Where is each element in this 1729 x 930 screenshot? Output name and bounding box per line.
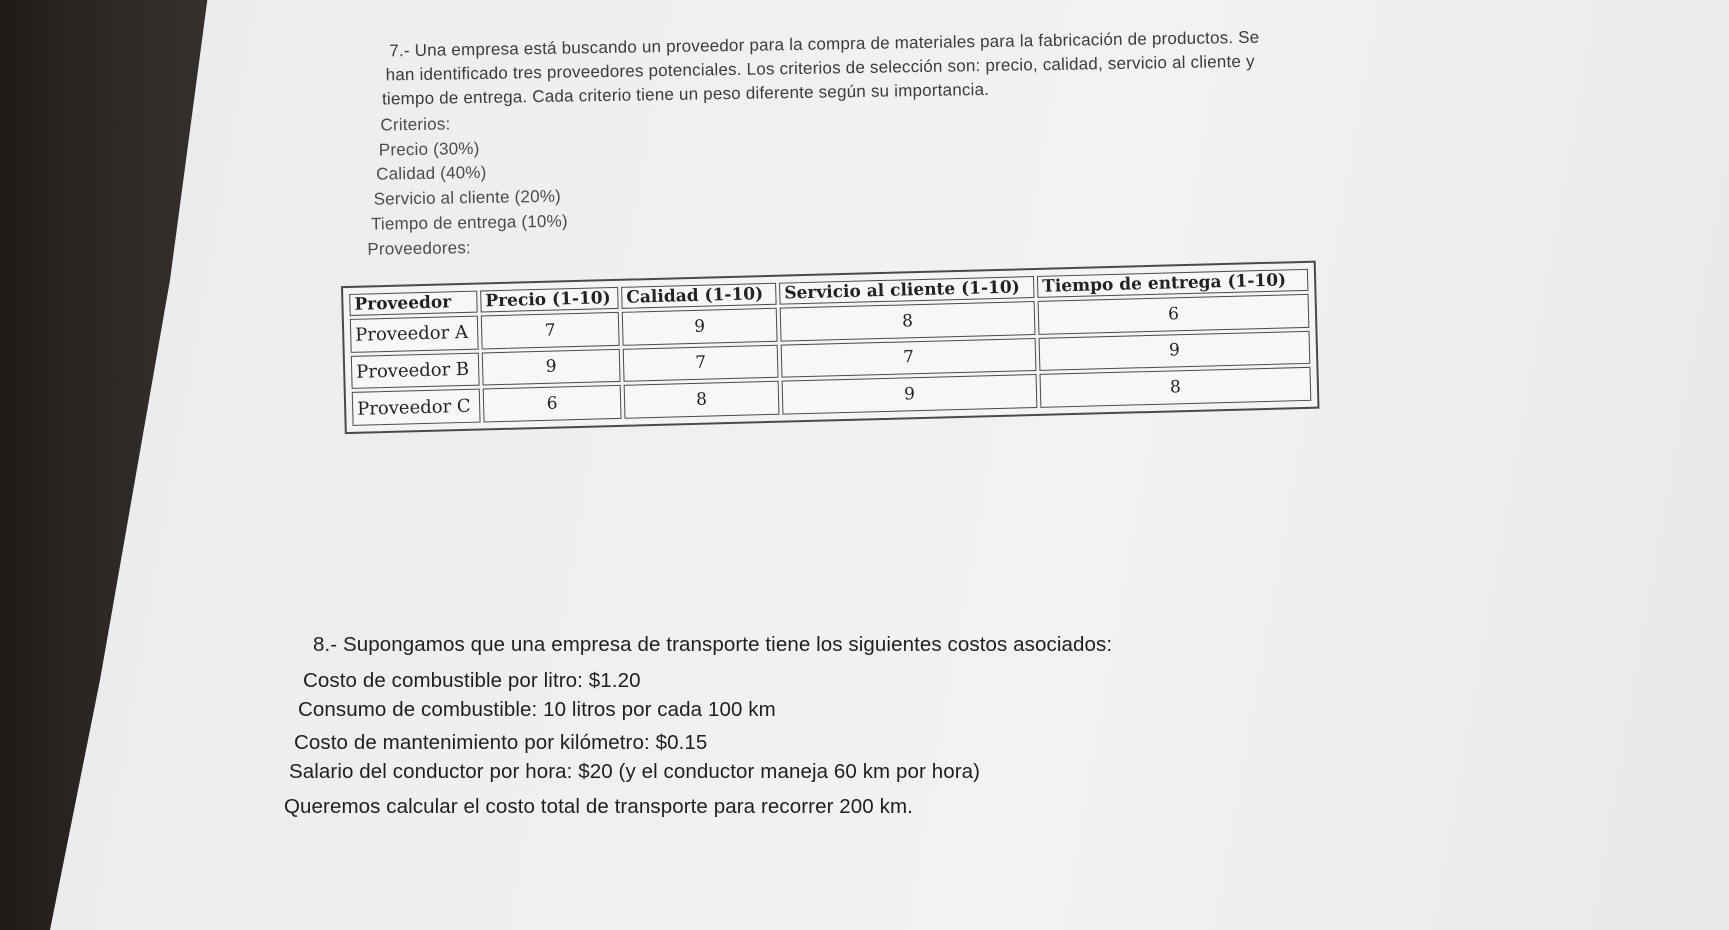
header-tiempo: Tiempo de entrega (1-10) (1037, 269, 1308, 298)
criteria-heading: Criterios: (380, 114, 451, 135)
cell-tiempo: 8 (1040, 367, 1312, 408)
cell-tiempo: 6 (1038, 294, 1310, 335)
cell-supplier-name: Proveedor C (352, 389, 481, 426)
cell-servicio: 7 (781, 338, 1037, 378)
cell-tiempo: 9 (1039, 330, 1311, 371)
header-servicio: Servicio al cliente (1-10) (779, 276, 1034, 305)
cell-precio: 6 (483, 385, 622, 422)
problem-7-intro-line-1: 7.- Una empresa está buscando un proveedor para la compra de materiales para la fabricación de productos. Se (389, 27, 1260, 61)
problem-7-intro-line-2: han identificado tres proveedores potenciales. Los criterios de selección son: precio, calidad, servicio al cliente y (385, 51, 1255, 85)
criterion-tiempo: Tiempo de entrega (10%) (370, 211, 568, 234)
cell-precio: 7 (481, 312, 620, 349)
cell-supplier-name: Proveedor A (350, 316, 479, 353)
problem-8-line-fuel-cost: Costo de combustible por litro: $1.20 (303, 669, 641, 692)
cell-precio: 9 (482, 349, 621, 386)
problem-8-line-fuel-consumption: Consumo de combustible: 10 litros por cada 100 km (298, 698, 776, 721)
criterion-calidad: Calidad (40%) (376, 162, 487, 184)
cell-servicio: 8 (780, 301, 1036, 341)
cell-calidad: 8 (624, 381, 780, 419)
criterion-precio: Precio (30%) (378, 138, 480, 160)
cell-calidad: 9 (622, 308, 778, 346)
cell-calidad: 7 (623, 344, 779, 382)
problem-8-line-maintenance: Costo de mantenimiento por kilómetro: $0.15 (294, 731, 708, 754)
cell-servicio: 9 (782, 374, 1038, 414)
criterion-servicio: Servicio al cliente (20%) (373, 186, 562, 209)
problem-8-line-question: Queremos calcular el costo total de transporte para recorrer 200 km. (284, 795, 913, 818)
header-precio: Precio (1-10) (480, 287, 619, 313)
header-proveedor: Proveedor (349, 291, 478, 316)
header-calidad: Calidad (1-10) (621, 283, 777, 309)
problem-8-heading: 8.- Supongamos que una empresa de transporte tiene los siguientes costos asociados: (313, 633, 1113, 656)
problem-8-line-driver-salary: Salario del conductor por hora: $20 (y el conductor maneja 60 km por hora) (289, 760, 981, 783)
problem-7-intro-line-3: tiempo de entrega. Cada criterio tiene un peso diferente según su importancia. (381, 79, 990, 109)
cell-supplier-name: Proveedor B (351, 352, 480, 389)
suppliers-heading: Proveedores: (367, 238, 472, 259)
